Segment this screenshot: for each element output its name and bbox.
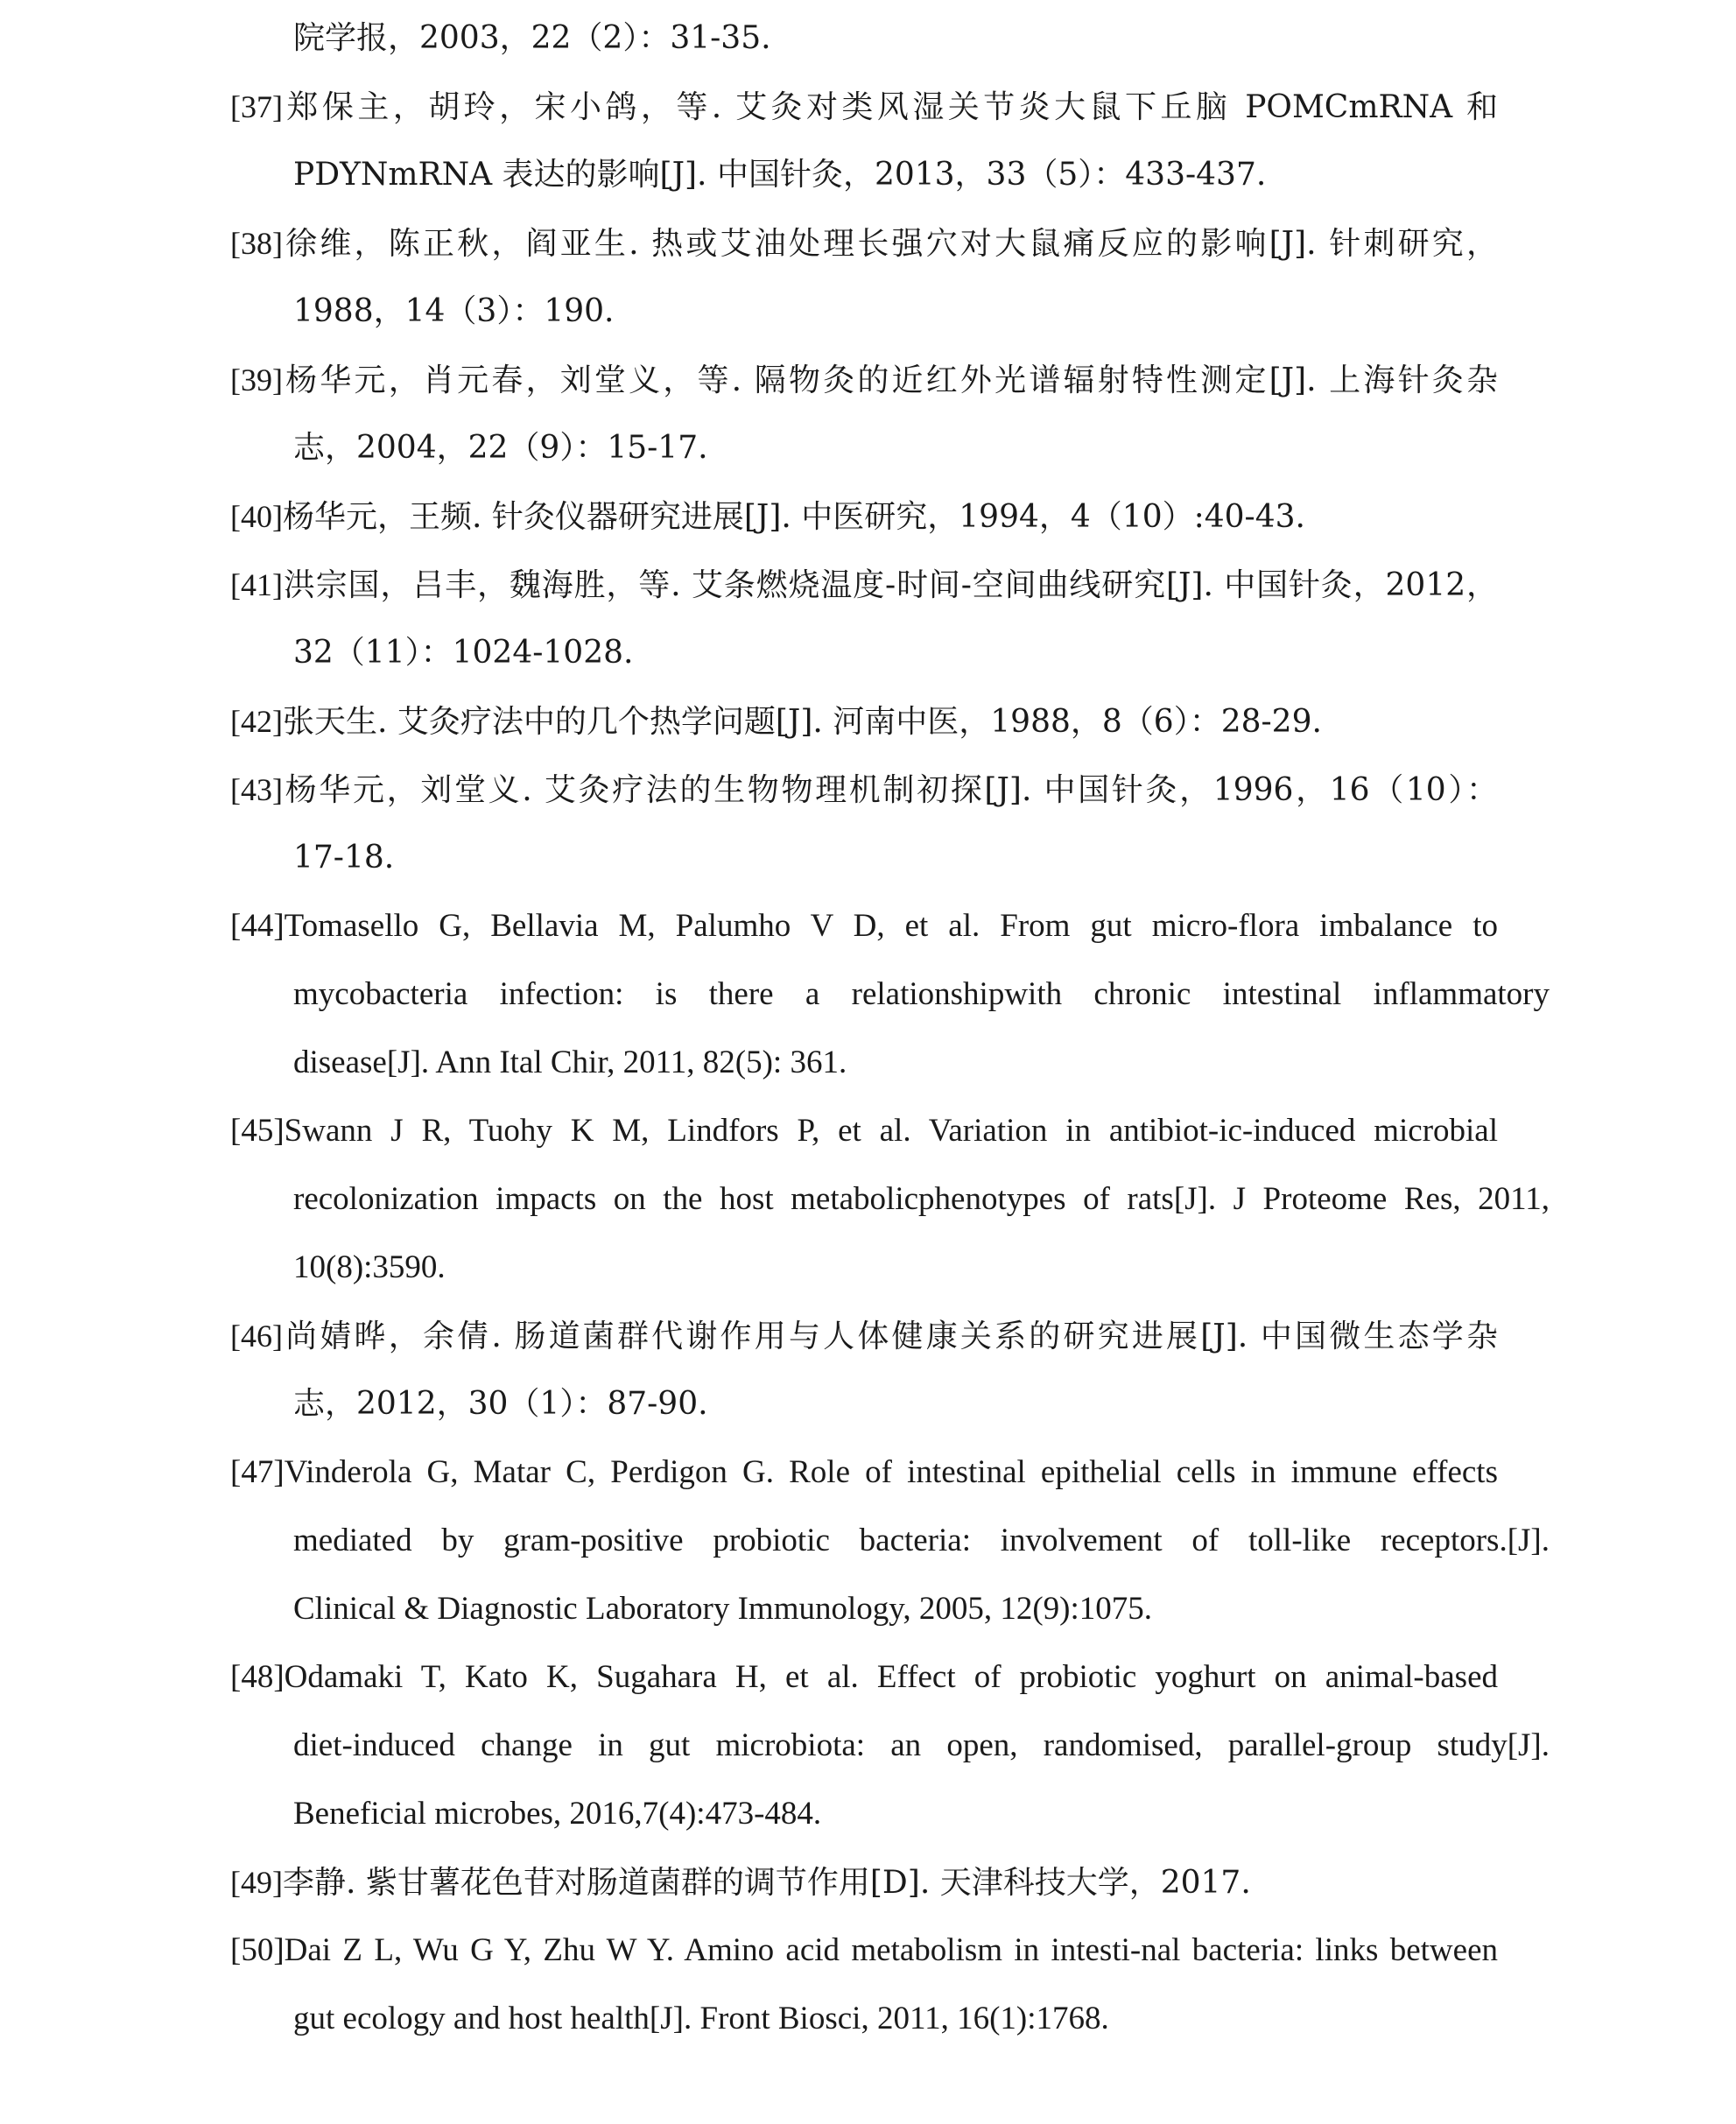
reference-number: [43] xyxy=(230,772,283,807)
reference-first-line xyxy=(230,1097,1498,1165)
reference-first-line xyxy=(230,482,1305,551)
reference-text: 洪宗国，吕丰，魏海胜，等. 艾条燃烧温度-时间-空间曲线研究[J]. 中国针灸，2012， xyxy=(282,567,1498,603)
reference-continuation-line xyxy=(293,960,1550,1029)
reference-number: [44] xyxy=(230,908,285,944)
reference-continuation-line xyxy=(293,1029,847,1097)
reference-first-line xyxy=(230,687,1322,756)
reference-text: 1988，14（3）：190. xyxy=(293,293,615,329)
reference-first-line xyxy=(230,1917,1498,1985)
reference-text: Vinderola G, Matar C, Perdigon G. Role of intestinal epithelial cells in immune effects xyxy=(284,1454,1498,1490)
reference-first-line xyxy=(230,551,1498,619)
reference-continuation-line xyxy=(293,1165,1550,1234)
reference-text: 志，2004，22（9）：15-17. xyxy=(293,430,708,466)
reference-number: [39] xyxy=(230,362,283,397)
reference-continuation-line xyxy=(293,1780,821,1848)
reference-text: 徐维，陈正秋，阎亚生. 热或艾油处理长强穴对大鼠痛反应的影响[J]. 针刺研究， xyxy=(282,226,1498,262)
reference-text: 张天生. 艾灸疗法中的几个热学问题[J]. 河南中医，1988，8（6）：28-29. xyxy=(282,704,1322,740)
reference-continuation-line xyxy=(293,1575,1152,1643)
reference-text: Clinical & Diagnostic Laboratory Immunology, 2005, 12(9):1075. xyxy=(293,1591,1153,1627)
reference-text: Beneficial microbes, 2016,7(4):473-484. xyxy=(293,1796,822,1832)
reference-text: disease[J]. Ann Ital Chir, 2011, 82(5): 361. xyxy=(293,1044,847,1080)
reference-continuation-line xyxy=(293,4,771,73)
reference-number: [47] xyxy=(230,1454,285,1490)
reference-text: 志，2012，30（1）：87-90. xyxy=(293,1386,708,1422)
reference-text: gut ecology and host health[J]. Front Biosci, 2011, 16(1):1768. xyxy=(293,2001,1109,2036)
reference-number: [45] xyxy=(230,1113,285,1149)
reference-first-line xyxy=(230,73,1498,141)
reference-continuation-line xyxy=(293,1507,1550,1575)
reference-continuation-line xyxy=(293,1712,1550,1780)
reference-text: PDYNmRNA 表达的影响[J]. 中国针灸，2013，33（5）：433-437. xyxy=(293,157,1267,193)
reference-number: [37] xyxy=(230,89,283,124)
reference-continuation-line xyxy=(293,1985,1109,2053)
reference-text: mycobacteria infection: is there a relationshipwith chronic intestinal inflammatory xyxy=(293,976,1550,1012)
reference-number: [49] xyxy=(230,1865,283,1900)
reference-first-line xyxy=(230,756,1498,824)
reference-text: 17-18. xyxy=(293,840,395,876)
reference-text: recolonization impacts on the host metabolicphenotypes of rats[J]. J Proteome Res, 2011, xyxy=(293,1181,1550,1217)
reference-text: 杨华元，刘堂义. 艾灸疗法的生物物理机制初探[J]. 中国针灸，1996，16（10）： xyxy=(282,772,1498,808)
reference-number: [42] xyxy=(230,704,283,739)
reference-text: mediated by gram-positive probiotic bacteria: involvement of toll-like receptors.[J]. xyxy=(293,1523,1550,1558)
reference-number: [50] xyxy=(230,1932,285,1968)
reference-text: Odamaki T, Kato K, Sugahara H, et al. Effect of probiotic yoghurt on animal-based xyxy=(284,1659,1498,1695)
reference-text: 32（11）：1024-1028. xyxy=(293,635,634,671)
reference-continuation-line xyxy=(293,414,708,482)
reference-number: [48] xyxy=(230,1659,285,1695)
reference-continuation-line xyxy=(293,1234,446,1302)
reference-number: [40] xyxy=(230,499,283,534)
reference-text: 郑保主，胡玲，宋小鸽，等. 艾灸对类风湿关节炎大鼠下丘脑 POMCmRNA 和 xyxy=(282,89,1498,125)
reference-continuation-line xyxy=(293,278,615,346)
reference-text: 李静. 紫甘薯花色苷对肠道菌群的调节作用[D]. 天津科技大学，2017. xyxy=(282,1865,1251,1901)
reference-first-line xyxy=(230,892,1498,960)
reference-first-line xyxy=(230,1643,1498,1712)
reference-text: 院学报，2003，22（2）：31-35. xyxy=(293,20,771,56)
reference-text: Swann J R, Tuohy K M, Lindfors P, et al. Variation in antibiot-ic-induced microbial xyxy=(284,1113,1498,1149)
reference-number: [41] xyxy=(230,567,283,602)
reference-text: Tomasello G, Bellavia M, Palumho V D, et al. From gut micro-flora imbalance to xyxy=(284,908,1498,944)
reference-first-line xyxy=(230,209,1498,278)
reference-text: 杨华元，王频. 针灸仪器研究进展[J]. 中医研究，1994，4（10）:40-43. xyxy=(282,499,1305,535)
reference-text: 10(8):3590. xyxy=(293,1249,446,1285)
reference-continuation-line xyxy=(293,824,394,892)
reference-text: 杨华元，肖元春，刘堂义，等. 隔物灸的近红外光谱辐射特性测定[J]. 上海针灸杂 xyxy=(282,362,1498,398)
reference-continuation-line xyxy=(293,1370,708,1438)
reference-first-line xyxy=(230,1302,1498,1370)
reference-number: [46] xyxy=(230,1319,283,1354)
reference-text: 尚婧晔，余倩. 肠道菌群代谢作用与人体健康关系的研究进展[J]. 中国微生态学杂 xyxy=(282,1319,1498,1354)
reference-first-line xyxy=(230,346,1498,414)
reference-continuation-line xyxy=(293,619,633,687)
reference-continuation-line xyxy=(293,141,1266,209)
reference-text: diet-induced change in gut microbiota: an open, randomised, parallel-group study[J]. xyxy=(293,1727,1550,1763)
reference-number: [38] xyxy=(230,226,283,261)
reference-first-line xyxy=(230,1848,1251,1917)
reference-first-line xyxy=(230,1438,1498,1507)
reference-text: Dai Z L, Wu G Y, Zhu W Y. Amino acid metabolism in intesti-nal bacteria: links between xyxy=(284,1932,1498,1968)
